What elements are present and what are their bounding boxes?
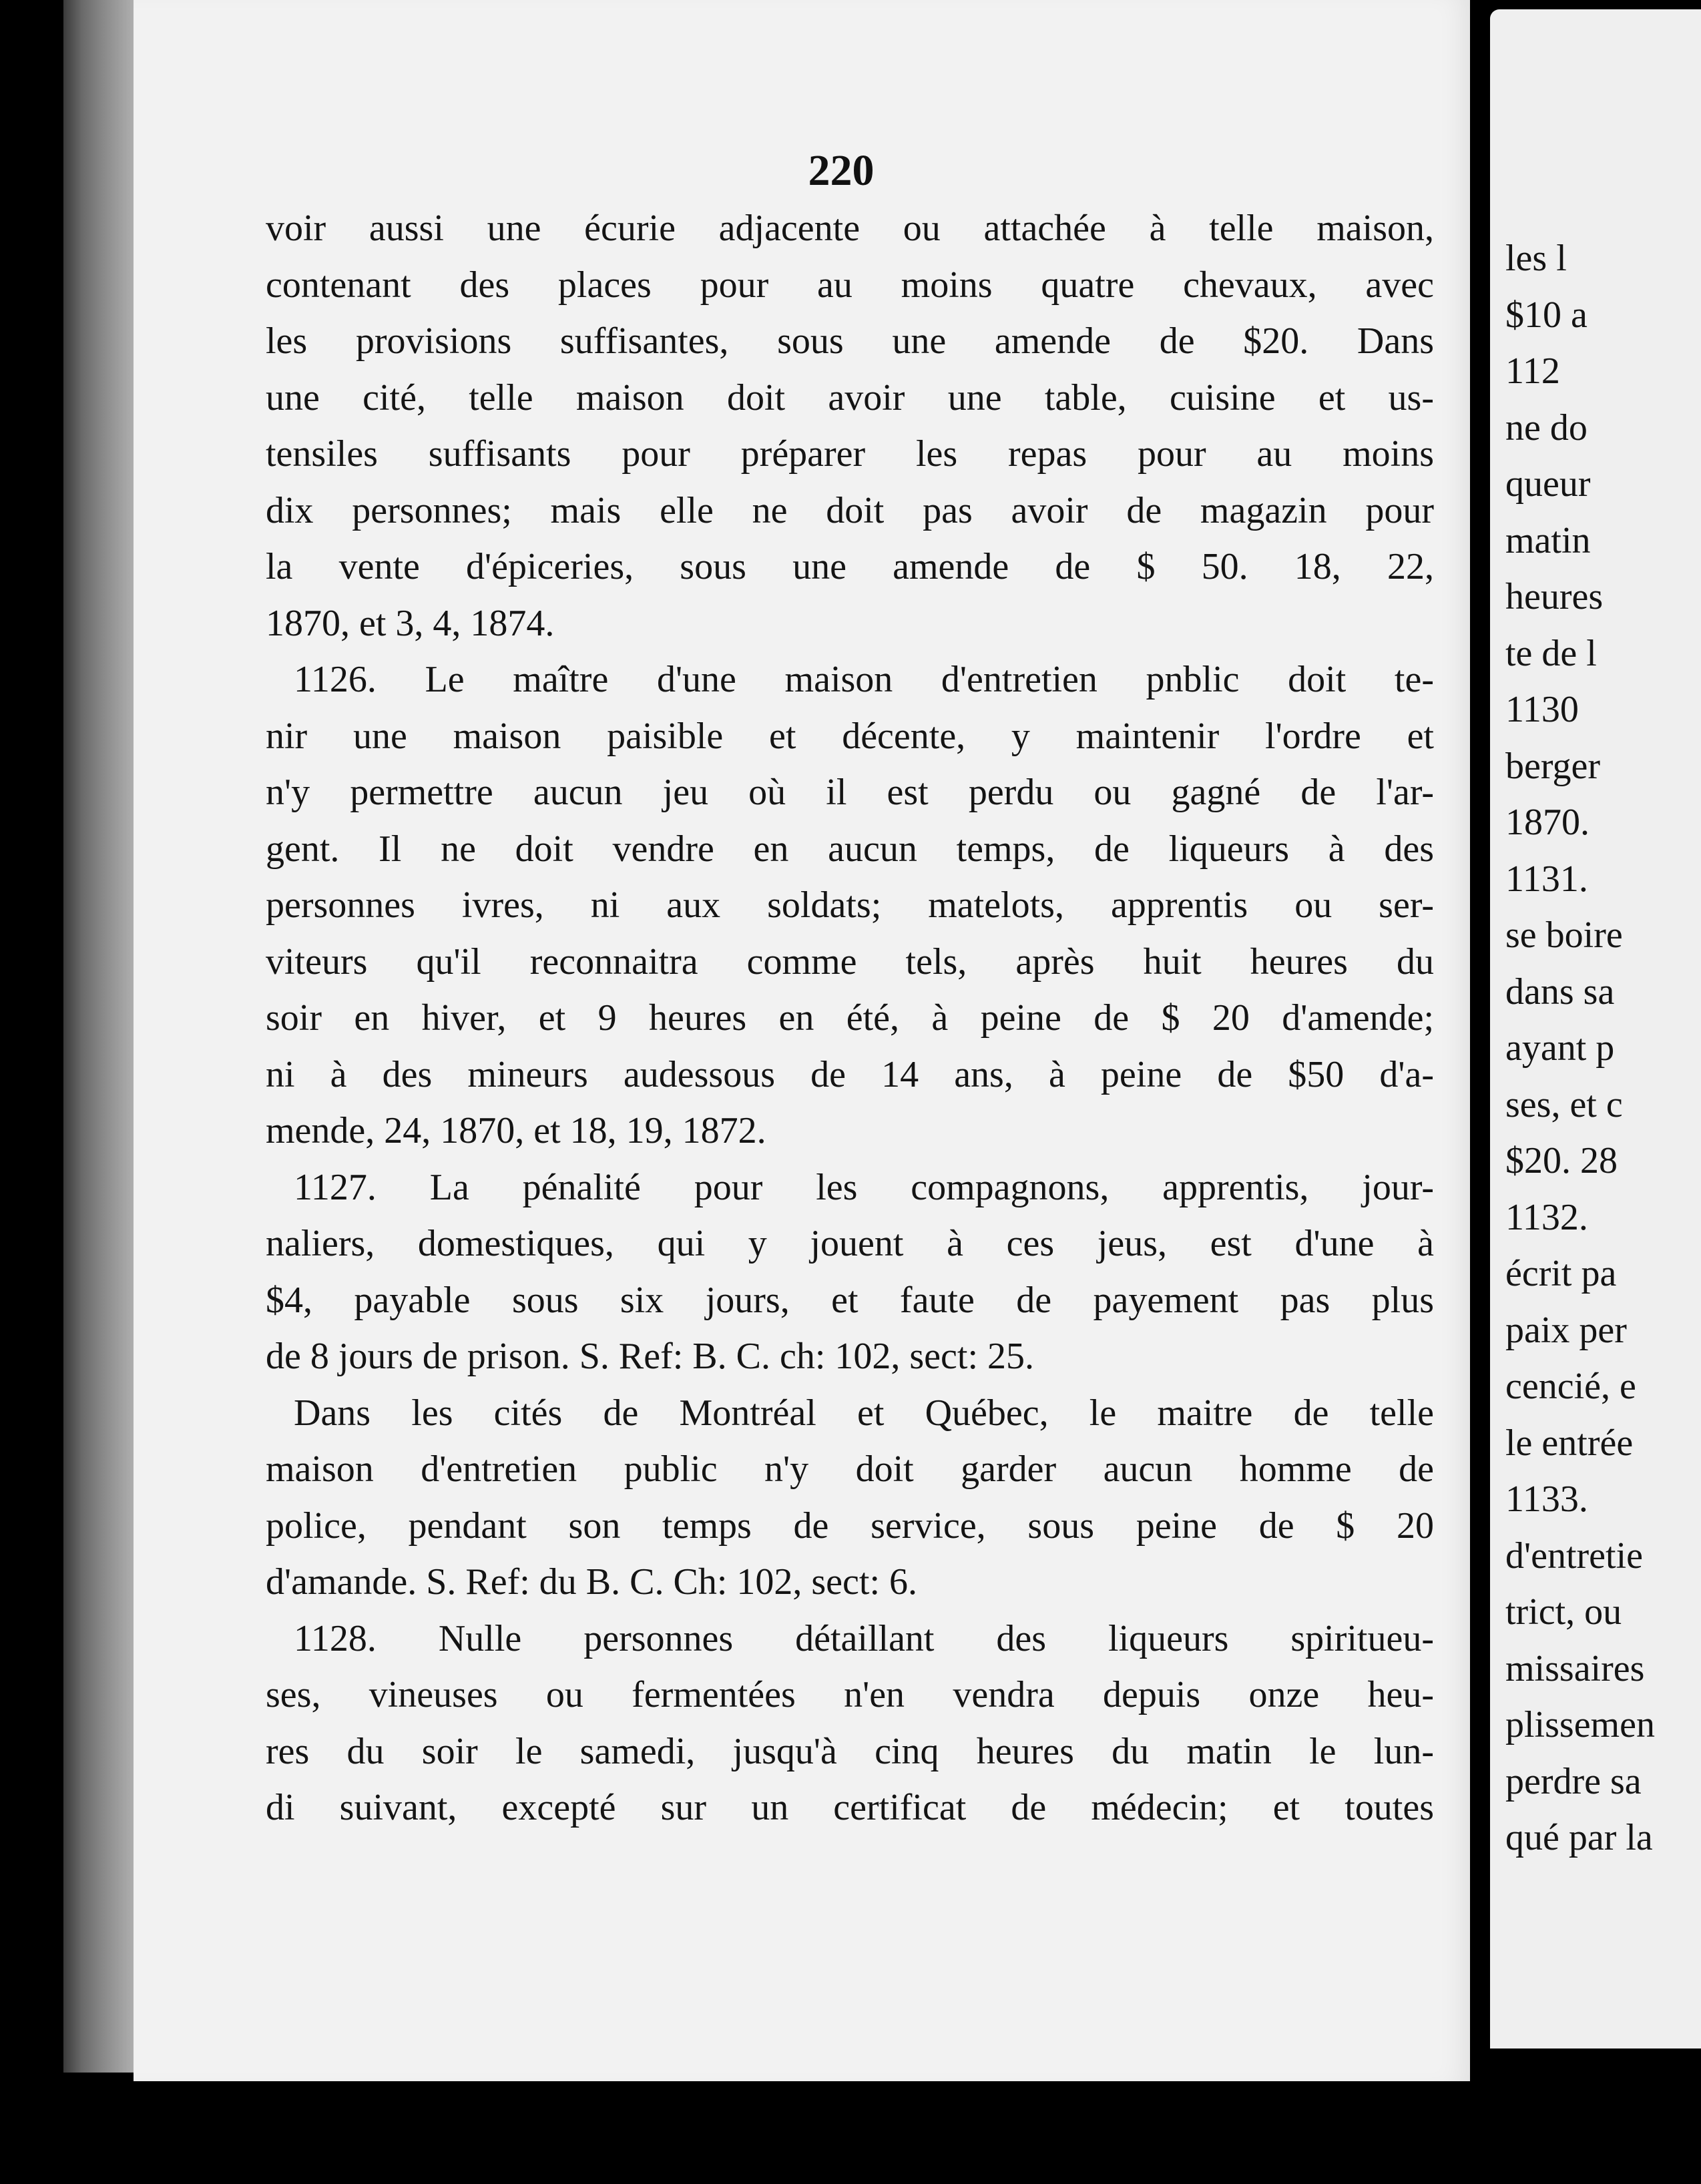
text-line: nir une maison paisible et décente, y maintenir l'ordre et — [266, 715, 1434, 757]
paragraph-1127-start: 1127. La pénalité pour les compagnons, apprentis, jour- — [294, 1166, 1434, 1208]
right-text-line: te de l — [1505, 632, 1597, 674]
right-text-line: ses, et c — [1505, 1083, 1623, 1125]
text-line: les provisions suffisantes, sous une amende de $20. Dans — [266, 320, 1434, 362]
text-line: d'amande. S. Ref: du B. C. Ch: 102, sect: 6. — [266, 1561, 918, 1603]
right-text-line: berger — [1505, 745, 1600, 787]
right-text-line: 1130 — [1505, 689, 1579, 730]
right-text-line: cencié, e — [1505, 1366, 1636, 1407]
paragraph-1126-start: 1126. Le maître d'une maison d'entretien pnblic doit te- — [294, 659, 1434, 700]
text-line: ses, vineuses ou fermentées n'en vendra depuis onze heu- — [266, 1674, 1434, 1715]
right-text-line: les l — [1505, 238, 1567, 279]
page-body-text — [266, 200, 1434, 1836]
right-text-line: perdre sa — [1505, 1760, 1642, 1802]
right-text-line: plissemen — [1505, 1704, 1655, 1745]
right-text-line: heures — [1505, 576, 1604, 617]
text-line: gent. Il ne doit vendre en aucun temps, de liqueurs à des — [266, 828, 1434, 870]
right-text-line: se boire — [1505, 914, 1623, 956]
text-line: soir en hiver, et 9 heures en été, à peine de $ 20 d'amende; — [266, 997, 1434, 1039]
text-line: mende, 24, 1870, et 18, 19, 1872. — [266, 1110, 766, 1151]
right-text-line: paix per — [1505, 1309, 1627, 1351]
right-text-line: 1870. — [1505, 802, 1590, 843]
right-text-line: 1132. — [1505, 1196, 1588, 1238]
text-line: la vente d'épiceries, sous une amende de $ 50. 18, 22, — [266, 546, 1434, 587]
paragraph-1128-start: 1128. Nulle personnes détaillant des liqueurs spiritueu- — [294, 1617, 1434, 1659]
text-line: naliers, domestiques, qui y jouent à ces jeus, est d'une à — [266, 1223, 1434, 1264]
right-text-line: ne do — [1505, 406, 1588, 449]
right-text-line: dans sa — [1505, 971, 1615, 1013]
right-text-line: qué par la — [1505, 1817, 1653, 1858]
text-line: police, pendant son temps de service, sous peine de $ 20 — [266, 1505, 1434, 1547]
text-line: ni à des mineurs audessous de 14 ans, à peine de $50 d'a- — [266, 1053, 1434, 1095]
text-line: di suivant, excepté sur un certificat de médecin; et toutes — [266, 1787, 1434, 1828]
right-text-line: d'entretie — [1505, 1535, 1643, 1577]
right-text-line: écrit pa — [1505, 1253, 1617, 1294]
right-text-line: trict, ou — [1505, 1591, 1622, 1633]
text-line: une cité, telle maison doit avoir une table, cuisine et us- — [266, 376, 1434, 419]
paragraph-montreal-quebec-start: Dans les cités de Montréal et Québec, le maitre de telle — [294, 1392, 1434, 1434]
text-line: tensiles suffisants pour préparer les repas pour au moins — [266, 433, 1434, 475]
right-text-line: matin — [1505, 519, 1591, 561]
page-number: 220 — [808, 146, 875, 195]
text-line: personnes ivres, ni aux soldats; matelots, apprentis ou ser- — [266, 884, 1434, 926]
text-line: $4, payable sous six jours, et faute de payement pas plus — [266, 1279, 1434, 1321]
right-text-line: missaires — [1505, 1647, 1645, 1689]
text-line: n'y permettre aucun jeu où il est perdu ou gagné de l'ar- — [266, 772, 1434, 813]
text-line: viteurs qu'il reconnaitra comme tels, après huit heures du — [266, 940, 1434, 983]
right-text-line: 1131. — [1505, 858, 1588, 900]
text-line: de 8 jours de prison. S. Ref: B. C. ch: 102, sect: 25. — [266, 1336, 1035, 1377]
text-line: maison d'entretien public n'y doit garder aucun homme de — [266, 1448, 1434, 1490]
text-line: voir aussi une écurie adjacente ou attachée à telle maison, — [266, 208, 1434, 249]
right-text-line: 112 — [1505, 350, 1560, 392]
text-line: 1870, et 3, 4, 1874. — [266, 602, 555, 644]
right-page-text — [1505, 230, 1701, 1866]
right-text-line: le entrée — [1505, 1422, 1634, 1464]
text-line: contenant des places pour au moins quatre chevaux, avec — [266, 264, 1434, 306]
text-line: dix personnes; mais elle ne doit pas avoir de magazin pour — [266, 489, 1434, 531]
right-text-line: 1133. — [1505, 1478, 1588, 1520]
right-text-line: $20. 28 — [1505, 1140, 1618, 1181]
right-text-line: $10 a — [1505, 294, 1588, 336]
right-text-line: ayant p — [1505, 1027, 1615, 1069]
right-text-line: queur — [1505, 463, 1591, 505]
text-line: res du soir le samedi, jusqu'à cinq heures du matin le lun- — [266, 1730, 1434, 1772]
